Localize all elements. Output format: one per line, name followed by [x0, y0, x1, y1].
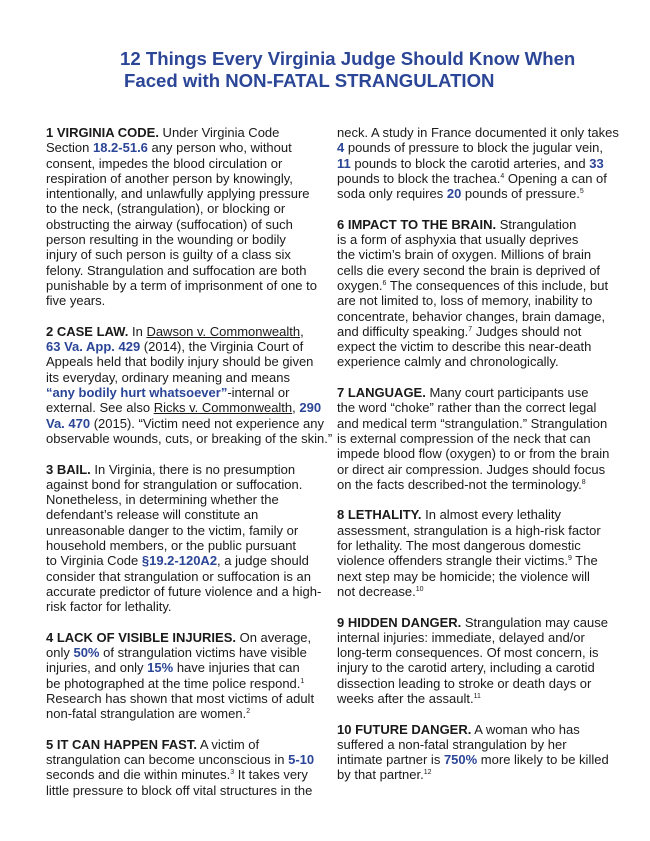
item-paragraph	[337, 125, 632, 201]
footnote-ref: 2	[246, 708, 251, 716]
body-text: strangulation can become unconscious in	[46, 752, 289, 768]
body-text: unreasonable danger to the victim, family or	[46, 522, 299, 538]
highlight-text: 750%	[443, 752, 478, 768]
footnote-ref: 9	[567, 555, 572, 563]
body-text: The	[571, 553, 598, 569]
lead-heading: 1 VIRGINIA CODE.	[46, 125, 159, 140]
item-paragraph	[337, 385, 632, 492]
text-line	[46, 263, 341, 278]
text-line	[46, 569, 341, 584]
item-paragraph	[46, 630, 341, 722]
text-line	[337, 584, 632, 599]
text-line	[337, 645, 632, 660]
text-line	[337, 186, 632, 201]
text-line	[46, 416, 341, 431]
body-text: Under Virginia Code	[158, 125, 280, 140]
body-text: the word “choke” rather than the correct legal	[337, 400, 597, 416]
text-line	[46, 767, 341, 782]
text-line	[337, 140, 632, 155]
highlight-text: 11	[337, 155, 351, 171]
body-text: neck. A study in France documented it only takes	[337, 125, 619, 140]
body-text: (2015). “Victim need not experience any	[90, 415, 325, 431]
highlight-text: “any bodily hurt whatsoever”	[46, 385, 228, 401]
case-citation: Dawson v. Commonwealth	[146, 323, 301, 339]
body-text: Nonetheless, in determining whether the	[46, 492, 279, 508]
body-text: The consequences of this include, but	[386, 277, 609, 293]
document-title	[120, 48, 575, 92]
body-text: are not limited to, loss of memory, inability to	[337, 293, 593, 309]
body-text: its everyday, ordinary meaning and means	[46, 369, 290, 385]
body-text: to Virginia Code	[46, 553, 142, 569]
text-line	[46, 247, 341, 262]
body-text: Strangulation	[496, 216, 577, 232]
highlight-text: 63 Va. App. 429	[46, 339, 141, 355]
lead-heading: 8 LETHALITY.	[337, 507, 422, 523]
highlight-text: §19.2-120A2	[141, 553, 218, 569]
body-text: pounds to block the trachea.	[337, 170, 501, 186]
text-line	[46, 186, 341, 201]
text-line	[46, 737, 341, 752]
body-text: injury of such person is guilty of a class six	[46, 247, 291, 263]
body-text: Research has shown that most victims of adult	[46, 690, 315, 706]
text-line	[337, 630, 632, 645]
body-text: ,	[292, 400, 300, 416]
text-line	[46, 385, 341, 400]
body-text: or direct air compression. Judges should focus	[337, 461, 606, 477]
item-paragraph	[46, 462, 341, 615]
lead-heading: 6 IMPACT TO THE BRAIN.	[337, 216, 497, 232]
body-text: be photographed at the time police respond.	[46, 675, 301, 691]
body-text: felony. Strangulation and suffocation are both	[46, 262, 307, 278]
footnote-ref: 10	[415, 585, 424, 593]
body-text: accurate predictor of future violence and a high-	[46, 583, 322, 599]
text-line	[46, 752, 341, 767]
body-text: to the neck, (strangulation), or blocking or	[46, 201, 286, 217]
footnote-ref: 6	[382, 279, 387, 287]
body-text: oxygen.	[337, 277, 383, 293]
body-text: next step may be homicide; the violence will	[337, 568, 590, 584]
body-text: seconds and die within minutes.	[46, 767, 231, 783]
text-line	[337, 660, 632, 675]
body-text: obstructing the airway (suffocation) of such	[46, 216, 293, 232]
text-line	[337, 217, 632, 232]
body-text: is external compression of the neck that can	[337, 430, 591, 446]
body-text: soda only requires	[337, 186, 447, 202]
body-text: pounds of pressure to block the jugular vein,	[344, 140, 603, 156]
body-text: On average,	[235, 629, 312, 645]
body-text: weeks after the assault.	[337, 690, 474, 706]
text-line	[46, 370, 341, 385]
text-line	[46, 676, 341, 691]
lead-heading: 3 BAIL.	[46, 461, 91, 477]
body-text: more likely to be killed	[477, 752, 609, 768]
lead-heading: 7 LANGUAGE.	[337, 385, 426, 401]
body-text: intentionally, and unlawfully applying pressure	[46, 186, 310, 202]
text-line	[46, 645, 341, 660]
text-line	[46, 354, 341, 369]
text-line	[337, 416, 632, 431]
body-text: pounds of pressure.	[461, 186, 580, 202]
item-paragraph	[337, 615, 632, 707]
body-text: (2014), the Virginia Court of	[140, 339, 304, 355]
body-text: injury to the carotid artery, including a carotid	[337, 660, 595, 676]
text-line	[46, 232, 341, 247]
body-text: , a judge should	[217, 553, 309, 569]
item-paragraph	[46, 125, 341, 309]
body-text: pounds to block the carotid arteries, and	[350, 155, 590, 171]
body-text: risk factor for lethality.	[46, 599, 172, 615]
body-text: Many court participants use	[425, 385, 589, 401]
right-column	[337, 125, 632, 798]
body-text: and difficulty speaking.	[337, 323, 469, 339]
body-text: and medical term “strangulation.” Strangulation	[337, 415, 608, 431]
text-line	[46, 201, 341, 216]
text-line	[337, 156, 632, 171]
body-text: non-fatal strangulation are women.	[46, 706, 247, 722]
body-text: observable wounds, cuts, or breaking of the skin.”	[46, 430, 333, 446]
text-line	[46, 140, 341, 155]
text-line	[46, 293, 341, 308]
text-line	[46, 523, 341, 538]
title-line-1: 12 Things Every Virginia Judge Should Know When	[120, 48, 576, 69]
body-text: Appeals held that bodily injury should be given	[46, 354, 314, 370]
text-line	[46, 217, 341, 232]
body-text: respiration of another person by knowingly,	[46, 170, 293, 186]
highlight-text: 33	[589, 155, 604, 171]
text-line	[46, 783, 341, 798]
text-line	[46, 706, 341, 721]
body-text: for lethality. The most dangerous domestic	[337, 538, 581, 554]
body-text: impede blood flow (oxygen) to or from the brain	[337, 446, 610, 462]
footnote-ref: 7	[468, 325, 473, 333]
body-text: long-term consequences. Of most concern, is	[337, 645, 599, 661]
body-text: injuries, and only	[46, 660, 148, 676]
body-text: only	[46, 645, 74, 661]
body-text: In	[128, 323, 147, 339]
text-line	[337, 737, 632, 752]
highlight-text: 290	[299, 400, 322, 416]
text-line	[337, 232, 632, 247]
text-line	[337, 538, 632, 553]
lead-heading: 4 LACK OF VISIBLE INJURIES.	[46, 629, 236, 645]
text-line	[337, 507, 632, 522]
text-line	[337, 767, 632, 782]
highlight-text: 15%	[147, 660, 174, 676]
text-line	[337, 553, 632, 568]
text-line	[46, 599, 341, 614]
text-line	[46, 691, 341, 706]
body-text: violence offenders strangle their victims.	[337, 553, 568, 569]
text-line	[46, 660, 341, 675]
body-text: -internal or	[227, 385, 290, 401]
body-text: is a form of asphyxia that usually deprives	[337, 232, 579, 248]
text-line	[337, 569, 632, 584]
body-text: five years.	[46, 293, 106, 309]
left-column	[46, 125, 341, 813]
body-text: It takes very	[234, 767, 308, 783]
text-line	[46, 492, 341, 507]
text-line	[337, 446, 632, 461]
body-text: suffered a non-fatal strangulation by her	[337, 736, 567, 752]
body-text: the victim’s brain of oxygen. Millions of brain	[337, 247, 592, 263]
body-text: household members, or the public pursuant	[46, 538, 297, 554]
text-line	[46, 507, 341, 522]
lead-heading: 9 HIDDEN DANGER.	[337, 614, 462, 630]
body-text: consent, impedes the blood circulation or	[46, 155, 283, 171]
body-text: dissection leading to stroke or death days or	[337, 675, 592, 691]
body-text: internal injuries: immediate, delayed and/or	[337, 629, 585, 645]
body-text: Strangulation may cause	[461, 614, 608, 630]
highlight-text: 5-10	[288, 752, 315, 768]
text-line	[46, 630, 341, 645]
text-line	[337, 125, 632, 140]
body-text: not decrease.	[337, 583, 416, 599]
body-text: In almost every lethality	[421, 507, 561, 523]
case-citation: Ricks v. Commonwealth	[153, 400, 293, 416]
body-text: consider that strangulation or suffocation is an	[46, 568, 311, 584]
item-paragraph	[337, 722, 632, 783]
text-line	[337, 171, 632, 186]
text-line	[46, 324, 341, 339]
text-line	[337, 615, 632, 630]
body-text: of strangulation victims have visible	[99, 645, 307, 661]
text-line	[337, 400, 632, 415]
body-text: little pressure to block off vital structures in the	[46, 782, 313, 798]
body-text: punishable by a term of imprisonment of one to	[46, 277, 317, 293]
text-line	[337, 691, 632, 706]
body-text: against bond for strangulation or suffocation.	[46, 476, 303, 492]
highlight-text: Va. 470	[46, 415, 91, 431]
body-text: In Virginia, there is no presumption	[90, 461, 296, 477]
highlight-text: 4	[337, 140, 345, 156]
footnote-ref: 1	[300, 677, 305, 685]
body-text: assessment, strangulation is a high-risk factor	[337, 522, 601, 538]
text-line	[337, 247, 632, 262]
body-text: external. See also	[46, 400, 154, 416]
footnote-ref: 12	[423, 769, 432, 777]
body-text: Judges should not	[472, 323, 582, 339]
body-text: intimate partner is	[337, 752, 444, 768]
text-line	[46, 125, 341, 140]
lead-heading: 2 CASE LAW.	[46, 323, 129, 339]
text-line	[337, 324, 632, 339]
body-text: Section	[46, 140, 93, 156]
item-paragraph	[46, 737, 341, 798]
text-line	[46, 462, 341, 477]
highlight-text: 18.2-51.6	[92, 140, 148, 156]
body-text: expect the victim to describe this near-death	[337, 339, 592, 355]
footnote-ref: 3	[230, 769, 235, 777]
body-text: any person who, without	[147, 140, 292, 156]
footnote-ref: 8	[581, 478, 586, 486]
text-line	[337, 676, 632, 691]
body-text: A woman who has	[471, 721, 580, 737]
body-text: by that partner.	[337, 767, 424, 783]
item-paragraph	[337, 507, 632, 599]
text-line	[46, 431, 341, 446]
text-line	[46, 171, 341, 186]
item-paragraph	[337, 217, 632, 370]
text-line	[46, 278, 341, 293]
body-text: defendant’s release will constitute an	[46, 507, 259, 523]
footnote-ref: 5	[579, 188, 584, 196]
title-line-2: Faced with NON-FATAL STRANGULATION	[124, 70, 495, 91]
item-paragraph	[46, 324, 341, 446]
text-line	[337, 722, 632, 737]
body-text: have injuries that can	[173, 660, 300, 676]
text-line	[337, 523, 632, 538]
body-text: concentrate, behavior changes, brain damage,	[337, 308, 606, 324]
body-text: on the facts described-not the terminology.	[337, 476, 582, 492]
footnote-ref: 4	[500, 172, 505, 180]
text-line	[46, 400, 341, 415]
text-line	[337, 309, 632, 324]
text-line	[46, 339, 341, 354]
text-line	[46, 538, 341, 553]
body-text: ,	[300, 323, 304, 339]
lead-heading: 5 IT CAN HAPPEN FAST.	[46, 736, 197, 752]
footnote-ref: 11	[473, 692, 481, 700]
text-line	[337, 462, 632, 477]
highlight-text: 20	[446, 186, 462, 202]
text-line	[46, 477, 341, 492]
lead-heading: 10 FUTURE DANGER.	[337, 721, 472, 737]
body-text: cells die every second the brain is deprived of	[337, 262, 601, 278]
body-text: A victim of	[196, 736, 260, 752]
text-line	[337, 477, 632, 492]
text-line	[337, 752, 632, 767]
text-line	[337, 339, 632, 354]
body-text: Opening a can of	[504, 170, 607, 186]
body-text: experience calmly and chronologically.	[337, 354, 559, 370]
text-line	[46, 584, 341, 599]
text-line	[337, 293, 632, 308]
text-line	[337, 431, 632, 446]
highlight-text: 50%	[73, 645, 100, 661]
text-line	[46, 156, 341, 171]
text-line	[337, 263, 632, 278]
text-line	[337, 385, 632, 400]
text-line	[337, 354, 632, 369]
text-line	[46, 553, 341, 568]
text-line	[337, 278, 632, 293]
body-text: person resulting in the wounding or bodily	[46, 232, 286, 248]
